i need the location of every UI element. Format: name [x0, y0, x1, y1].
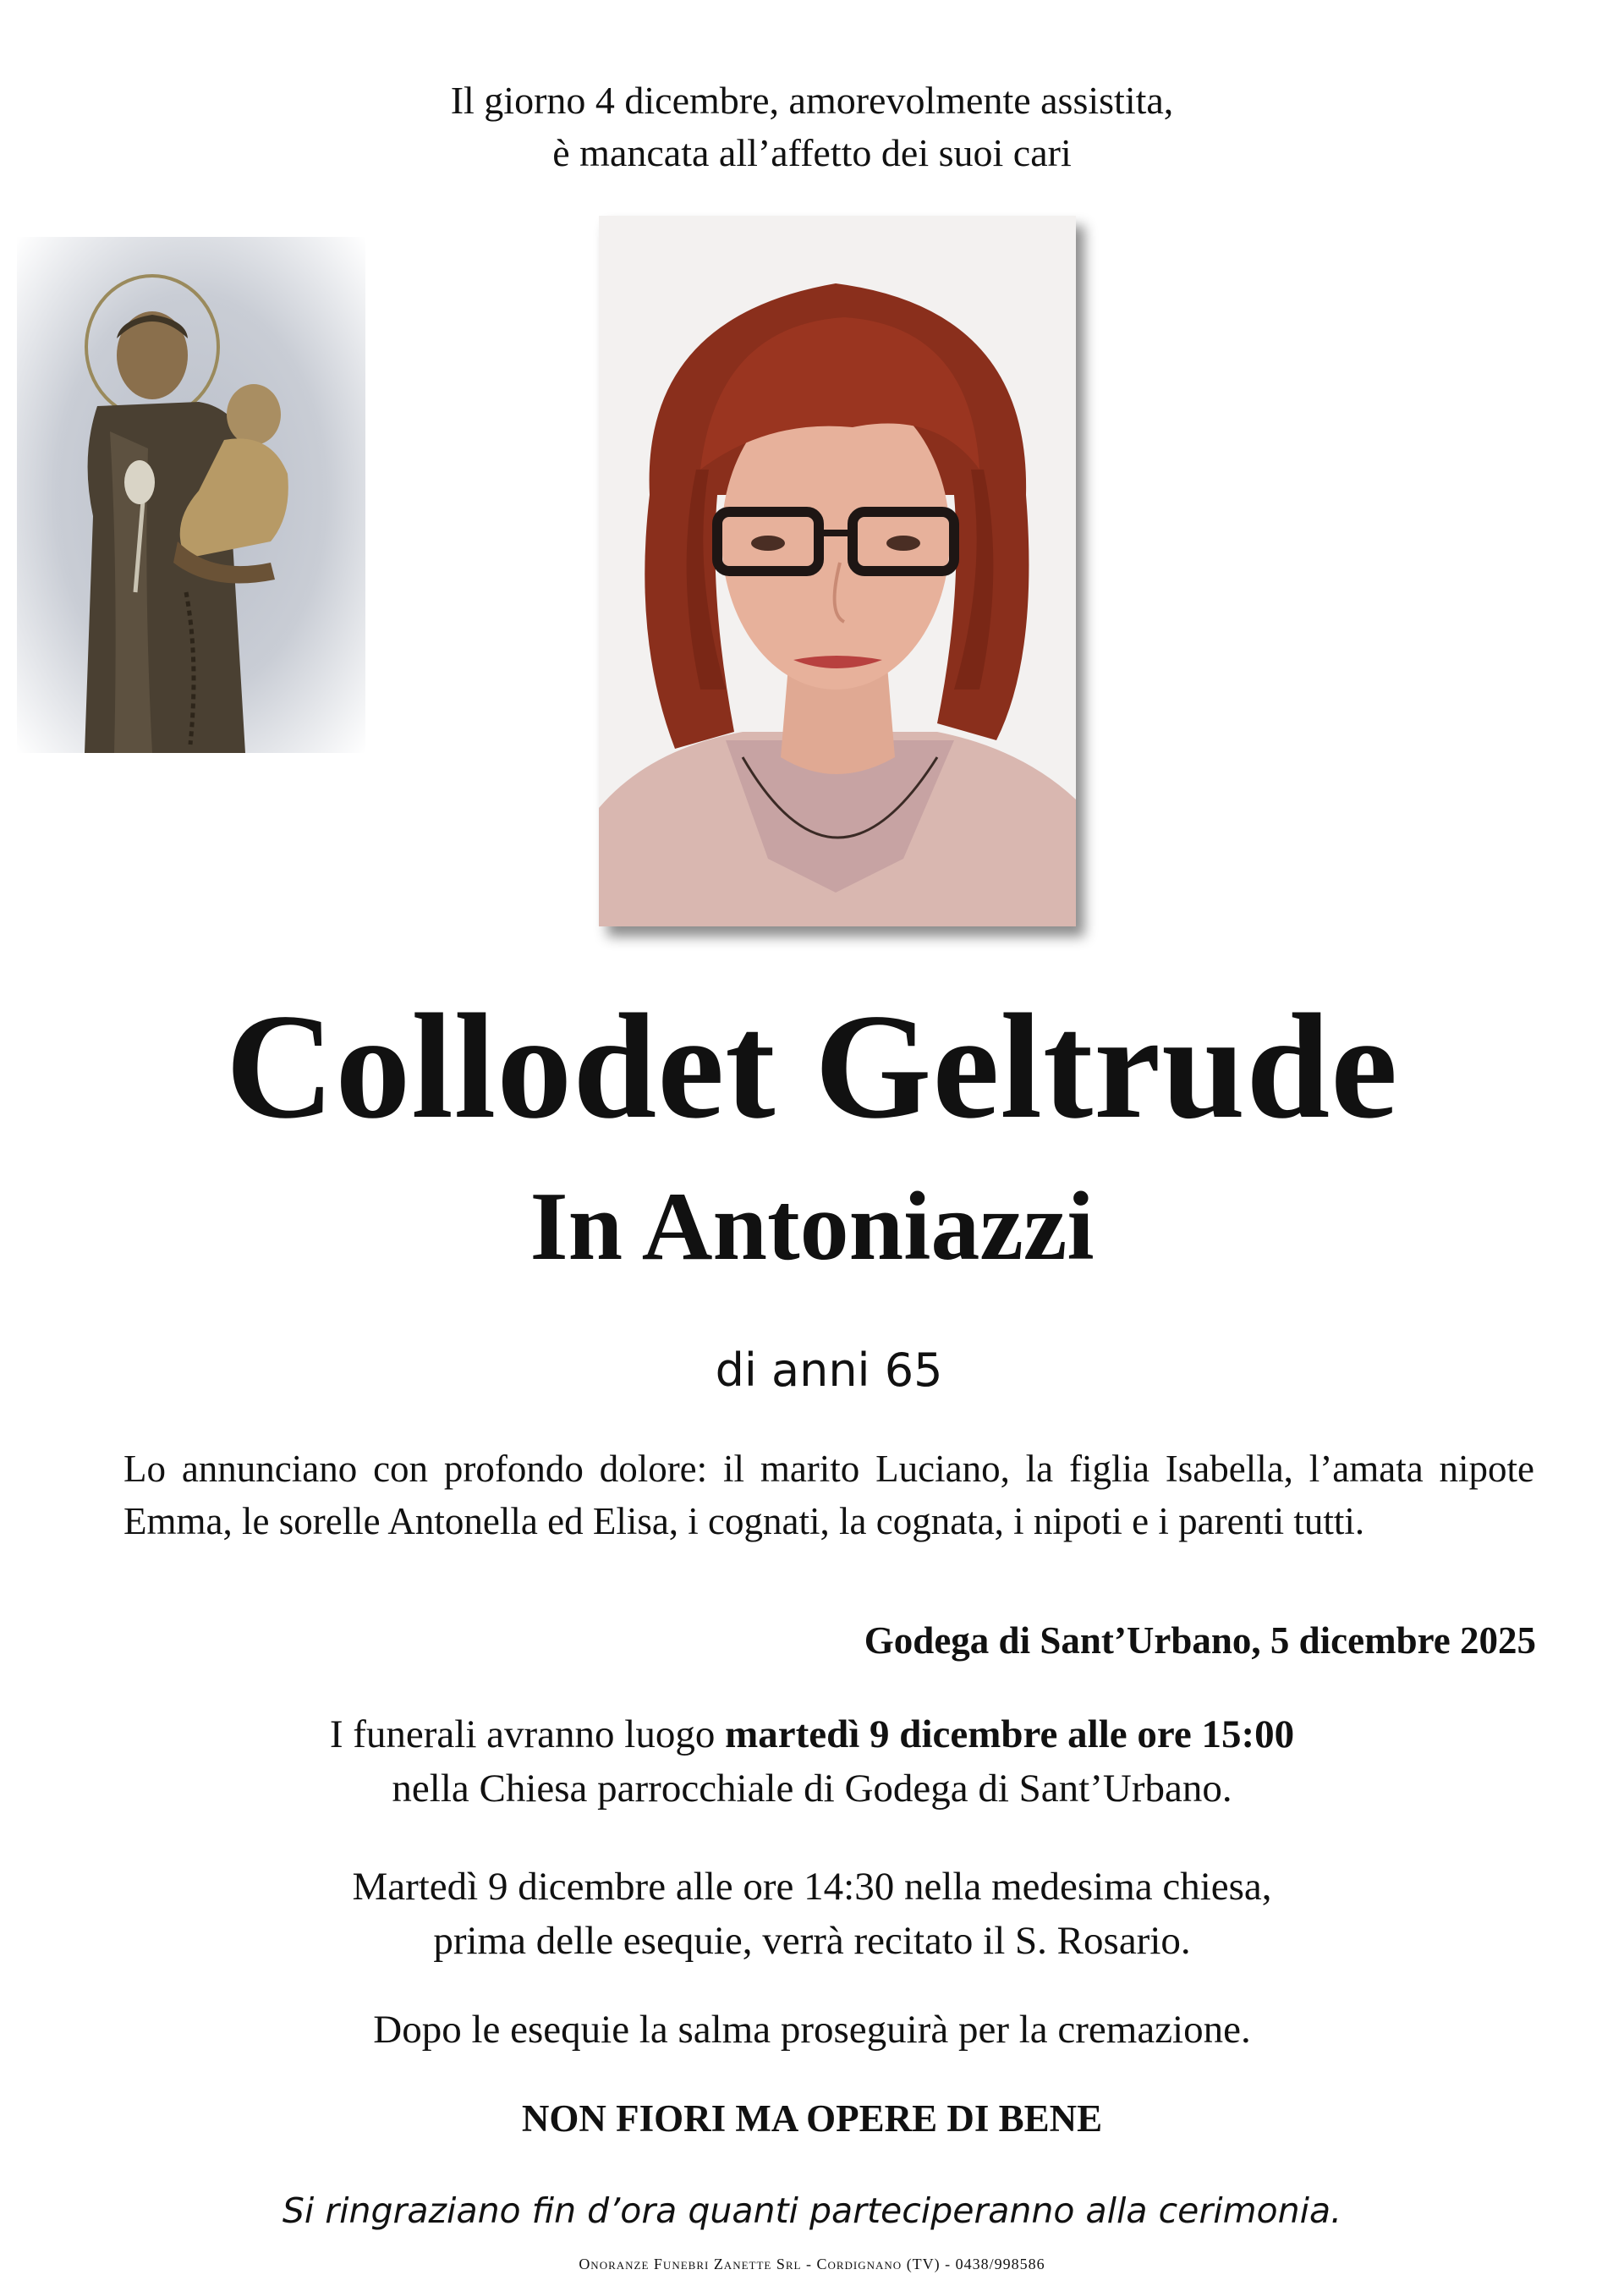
deceased-name: Collodet Geltrude — [225, 982, 1399, 1150]
funeral-line-2: nella Chiesa parrocchiale di Godega di Sant’Urbano. — [392, 1767, 1232, 1811]
married-name: In Antoniazzi — [529, 1173, 1095, 1281]
intro-line-2: è mancata all’affetto dei suoi cari — [552, 131, 1072, 174]
thanks-note: Si ringraziano fin d’ora quanti parteciperanno alla cerimonia. — [282, 2190, 1342, 2231]
funeral-line-1 — [0, 1707, 1624, 1761]
funeral-home-footer: Onoranze Funebri Zanette Srl - Cordignano (TV) - 0438/998586 — [579, 2256, 1045, 2272]
saint-anthony-statue-icon — [17, 237, 365, 753]
announcement-paragraph: Lo annunciano con profondo dolore: il marito Luciano, la figlia Isabella, l’amata nipote Emma, le sorelle Antonella ed Elisa, i cognati, la cognata, i nipoti e i parenti tutti. — [123, 1448, 1534, 1542]
intro-text — [0, 74, 1624, 179]
deceased-portrait-photo — [599, 216, 1076, 926]
cremation-note: Dopo le esequie la salma proseguirà per la cremazione. — [373, 2008, 1251, 2052]
rosary-details — [0, 1860, 1624, 1968]
place-and-date: Godega di Sant’Urbano, 5 dicembre 2025 — [864, 1619, 1536, 1662]
rosary-line-2: prima delle esequie, verrà recitato il S. Rosario. — [433, 1919, 1191, 1963]
age-text: di anni 65 — [715, 1344, 943, 1397]
no-flowers-note: NON FIORI MA OPERE DI BENE — [521, 2097, 1103, 2140]
rosary-line-1: Martedì 9 dicembre alle ore 14:30 nella medesima chiesa, — [352, 1865, 1272, 1909]
funeral-prefix: I funerali avranno luogo — [329, 1712, 726, 1756]
funeral-datetime: martedì 9 dicembre alle ore 15:00 — [725, 1712, 1295, 1756]
funeral-details — [0, 1707, 1624, 1816]
intro-line-1: Il giorno 4 dicembre, amorevolmente assistita, — [450, 79, 1174, 122]
